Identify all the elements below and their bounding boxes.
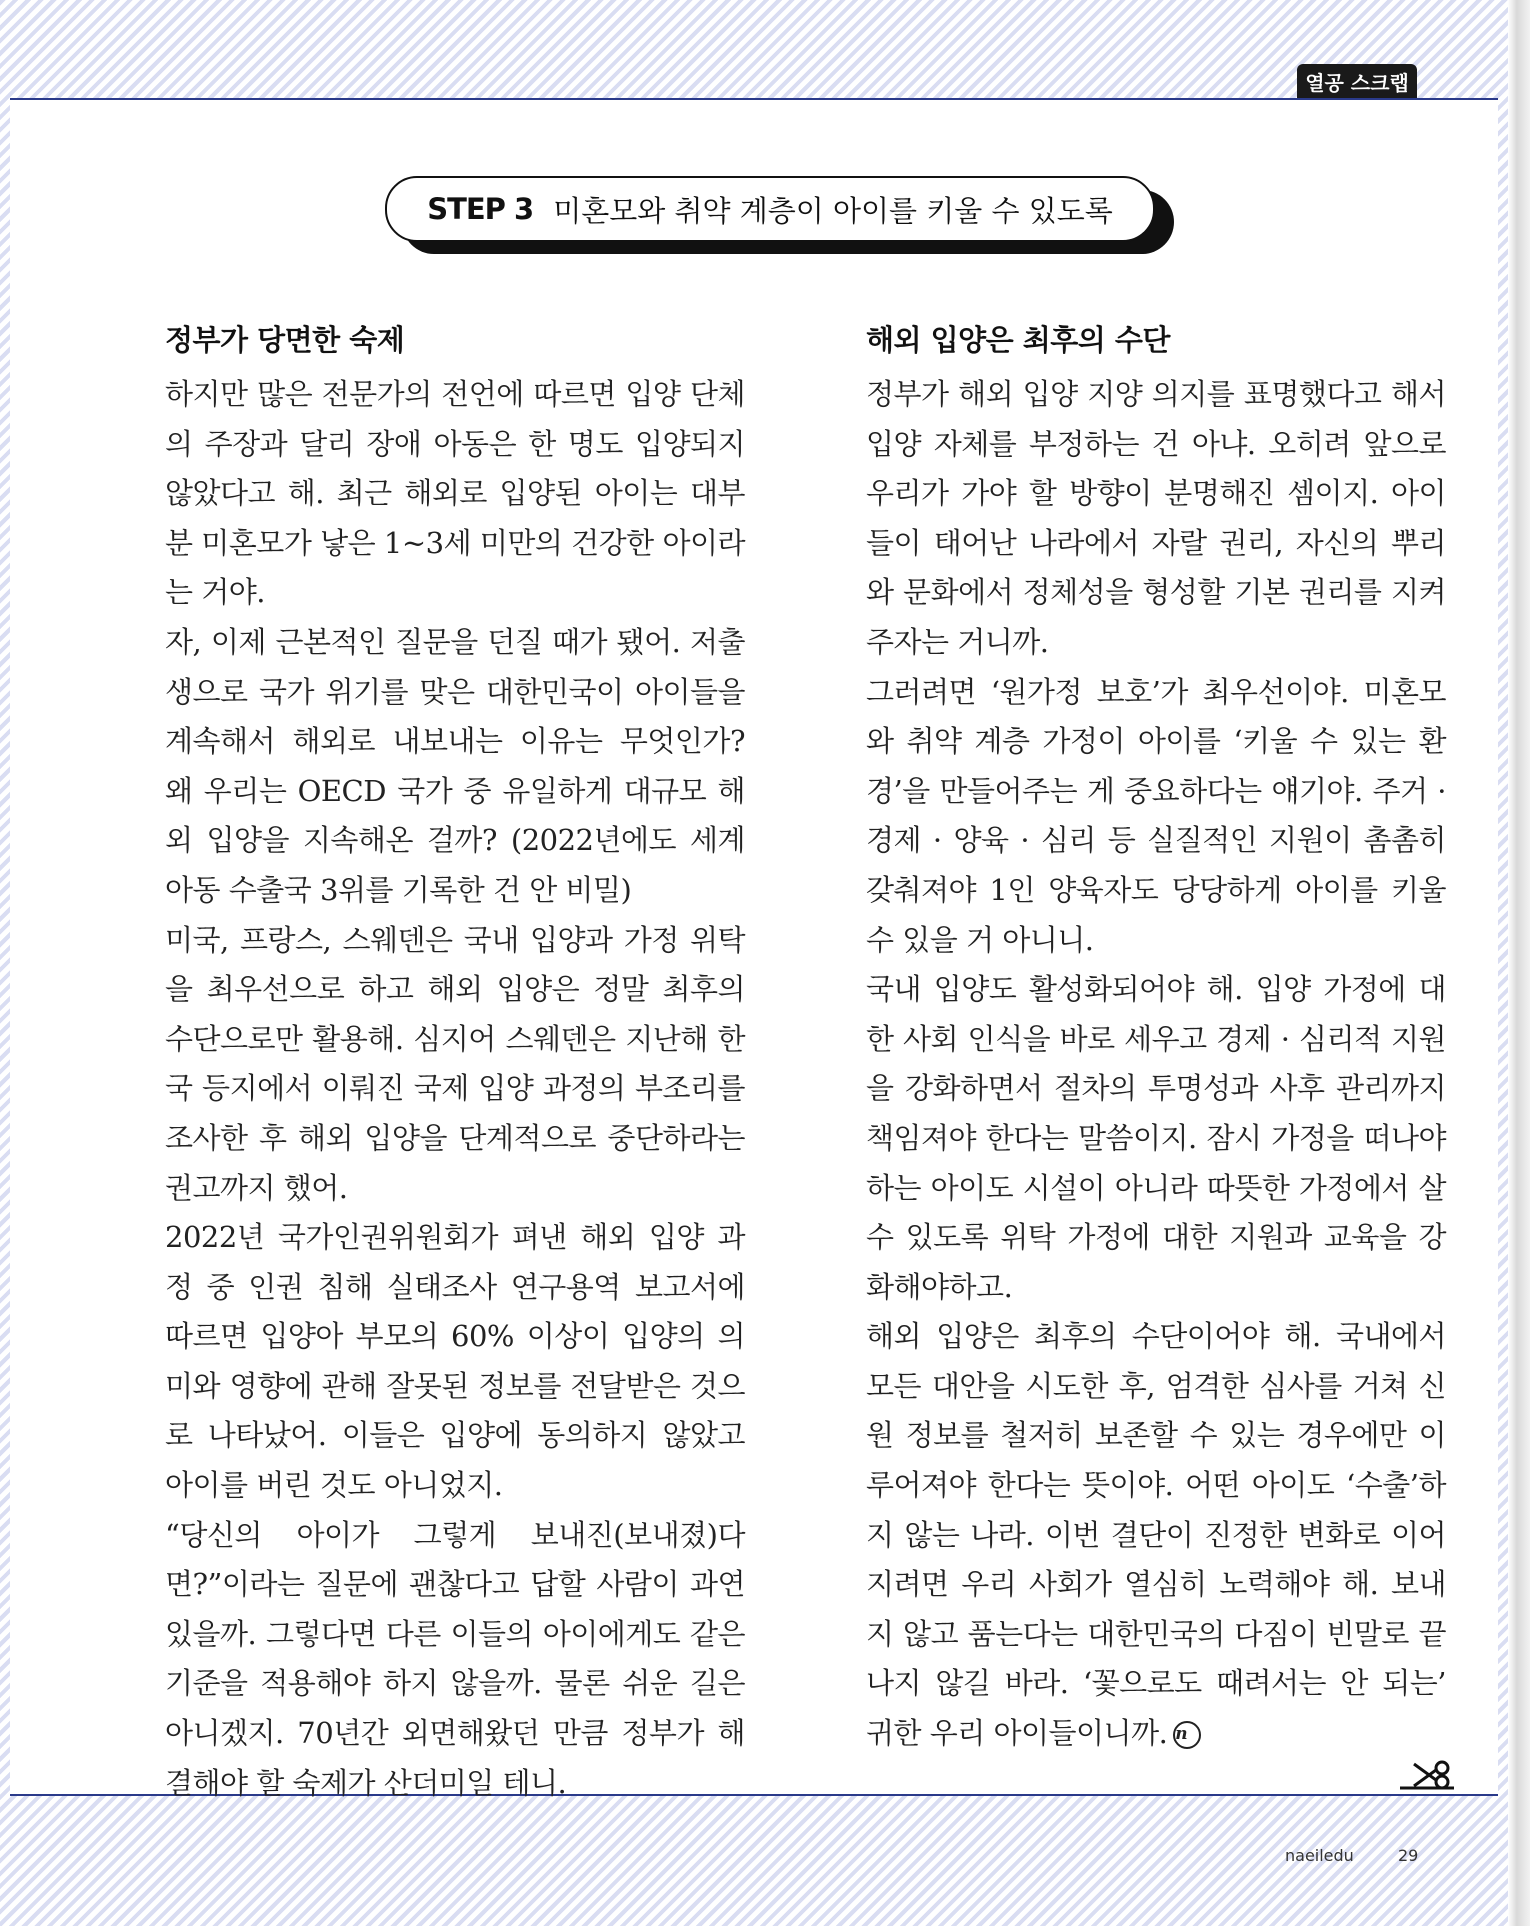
paragraph: 미국, 프랑스, 스웨덴은 국내 입양과 가정 위탁을 최우선으로 하고 해외 입양은 정말 최후의 수단으로만 활용해. 심지어 스웨덴은 지난해 한국 등지에서 이뤄진 국제 입양 과정의 부조리를 조사한 후 해외 입양을 단계적으로 중단하라는 권고까지 했어.: [165, 922, 745, 1205]
left-column: [165, 310, 745, 1808]
paragraph: 하지만 많은 전문가의 전언에 따르면 입양 단체의 주장과 달리 장애 아동은 한 명도 입양되지 않았다고 해. 최근 해외로 입양된 아이는 대부분 미혼모가 낳은 1~3세 미만의 건강한 아이라는 거야.: [165, 377, 745, 610]
left-heading: 정부가 당면한 숙제: [165, 323, 405, 357]
last-paragraph: [866, 1312, 1446, 1758]
step-label: STEP 3: [427, 192, 534, 226]
paragraph-text: 해외 입양은 최후의 수단이어야 해. 국내에서 모든 대안을 시도한 후, 엄격한 심사를 거쳐 신원 정보를 철저히 보존할 수 있는 경우에만 이루어져야 한다는 뜻이야. 어떤 아이도 ‘수출’하지 않는 나라. 이번 결단이 진정한 변화로 이어지려면 우리 사회가 열심히 노력해야 해. 보내지 않고 품는다는 대한민국의 다짐이 빈말로 끝나지 않길 바라. ‘꽃으로도 때려서는 안 되는’ 귀한 우리 아이들이니까.: [866, 1319, 1446, 1751]
page-number: 29: [1398, 1846, 1419, 1865]
paragraph: 자, 이제 근본적인 질문을 던질 때가 됐어. 저출생으로 국가 위기를 맞은 대한민국이 아이들을 계속해서 해외로 내보내는 이유는 무엇인가? 왜 우리는 OECD 국가 중 유일하게 대규모 해외 입양을 지속해온 걸까? (2022년에도 세계 아동 수출국 3위를 기록한 건 안 비밀): [165, 624, 745, 907]
paragraph: 정부가 해외 입양 지양 의지를 표명했다고 해서 입양 자체를 부정하는 건 아냐. 오히려 앞으로 우리가 가야 할 방향이 분명해진 셈이지. 아이들이 태어난 나라에서 자랄 권리, 자신의 뿌리와 문화에서 정체성을 형성할 기본 권리를 지켜주자는 거니까.: [866, 377, 1446, 659]
right-column: [866, 310, 1446, 1759]
section-tag: 열공 스크랩: [1297, 64, 1417, 98]
page-edge: [1508, 0, 1530, 1926]
footer-site: naeiledu: [1285, 1846, 1354, 1865]
paragraph: 국내 입양도 활성화되어야 해. 입양 가정에 대한 사회 인식을 바로 세우고 경제 · 심리적 지원을 강화하면서 절차의 투명성과 사후 관리까지 책임져야 한다는 말씀이지. 잠시 가정을 떠나야 하는 아이도 시설이 아니라 따뜻한 가정에서 살 수 있도록 위탁 가정에 대한 지원과 교육을 강화해야하고.: [866, 972, 1446, 1304]
end-mark-icon: n: [1173, 1721, 1201, 1749]
paragraph: 그러려면 ‘원가정 보호’가 최우선이야. 미혼모와 취약 계층 가정이 아이를 ‘키울 수 있는 환경’을 만들어주는 게 중요하다는 얘기야. 주거 · 경제 · 양육 · 심리 등 실질적인 지원이 촘촘히 갖춰져야 1인 양육자도 당당하게 아이를 키울 수 있을 거 아니니.: [866, 674, 1446, 957]
right-heading: 해외 입양은 최후의 수단: [866, 323, 1170, 357]
scissors-icon: [1400, 1758, 1454, 1792]
step-title: 미혼모와 취약 계층이 아이를 키울 수 있도록: [553, 193, 1113, 228]
step-banner: [385, 176, 1155, 242]
paragraph: “당신의 아이가 그렇게 보내진(보내졌)다면?”이라는 질문에 괜찮다고 답할 사람이 과연 있을까. 그렇다면 다른 이들의 아이에게도 같은 기준을 적용해야 하지 않을까. 물론 쉬운 길은 아니겠지. 70년간 외면해왔던 만큼 정부가 해결해야 할 숙제가 산더미일 테니.: [165, 1517, 745, 1800]
paragraph: 2022년 국가인권위원회가 펴낸 해외 입양 과정 중 인권 침해 실태조사 연구용역 보고서에 따르면 입양아 부모의 60% 이상이 입양의 의미와 영향에 관해 잘못된 정보를 전달받은 것으로 나타났어. 이들은 입양에 동의하지 않았고 아이를 버린 것도 아니었지.: [165, 1220, 745, 1503]
